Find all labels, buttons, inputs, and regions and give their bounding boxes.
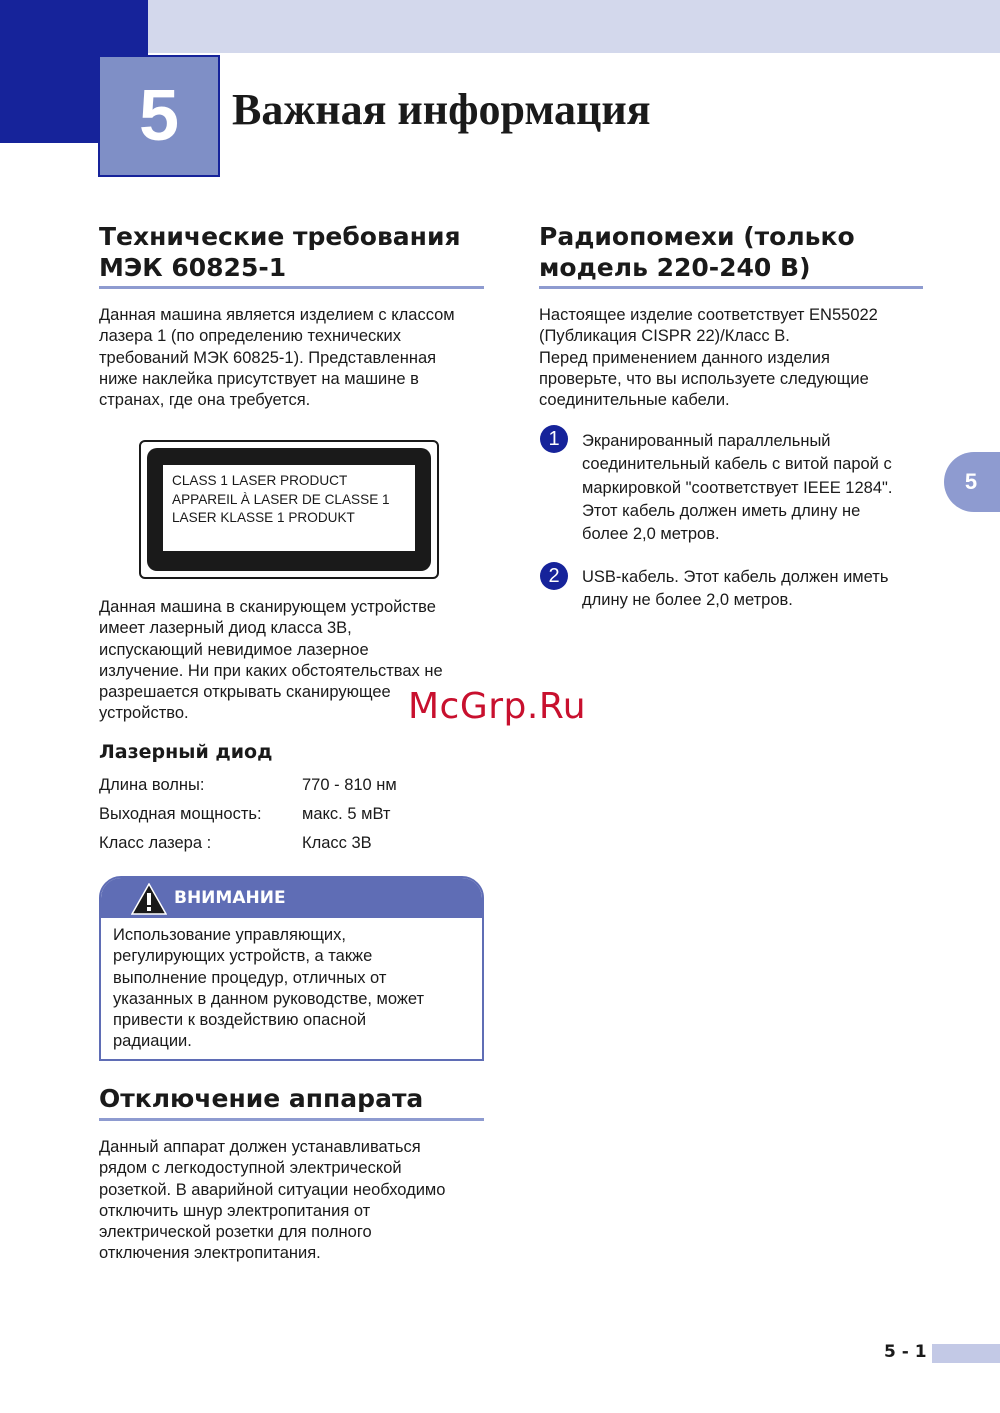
radio-paragraph: Настоящее изделие соответствует EN55022 (Публикация CISPR 22)/Класс B. Перед применением данного изделия проверьте, что вы используете следующие соединительные кабели. [539,306,878,410]
radio-heading-line2: модель 220-240 В) [539,253,811,282]
shutdown-heading-rule [99,1118,484,1121]
shutdown-paragraph: Данный аппарат должен устанавливаться рядом с легкодоступной электрической розеткой. В аварийной ситуации необходимо отключить шнур электропитания от электрической розетки для полного отключения электропитания. [99,1138,446,1263]
laser-label [163,465,415,551]
chapter-side-tab-label: 5 [964,469,978,494]
header-light-band [148,0,1000,53]
iec-heading-rule [99,286,484,289]
shutdown-heading: Отключение аппарата [99,1084,424,1113]
laser-label-line1: CLASS 1 LASER PRODUCT [172,473,348,488]
chapter-number: 5 [138,76,180,156]
chapter-side-tab[interactable] [944,452,1000,512]
iec-heading-line2: МЭК 60825-1 [99,253,287,282]
spec-row [99,834,489,858]
caution-box [99,876,484,1061]
list-item: USB-кабель. Этот кабель должен иметь длину не более 2,0 метров. [582,568,889,610]
list-item: Экранированный параллельный соединительный кабель с витой парой с маркировкой "соответствует IEEE 1284". Этот кабель должен иметь длину не более 2,0 метров. [582,432,893,544]
radio-heading [539,221,855,283]
laser-diode-heading: Лазерный диод [99,741,273,763]
chapter-title: Важная информация [232,85,651,134]
spec-value: 770 - 810 нм [302,776,397,794]
spec-label: Длина волны: [99,776,205,794]
iec-heading-line1: Технические требования [99,222,461,251]
caution-text: Использование управляющих, регулирующих устройств, а также выполнение процедур, отличных от указанных в данном руководстве, может привести к воздействию опасной радиации. [113,926,425,1051]
scanner-paragraph: Данная машина в сканирующем устройстве имеет лазерный диод класса 3B, испускающий невидимое лазерное излучение. Ни при каких обстоятельствах не разрешается открывать сканирующее устройство. [99,598,443,723]
footer-bar [932,1344,1000,1363]
chapter-number-box [98,55,220,177]
warning-triangle-icon [131,883,167,915]
watermark: McGrp.Ru [408,686,587,727]
iec-heading [99,221,461,283]
page-number: 5 - 1 [884,1342,927,1362]
caution-title: ВНИМАНИЕ [174,888,286,908]
spec-row [99,776,489,800]
iec-paragraph: Данная машина является изделием с классом лазера 1 (по определению технических требований МЭК 60825-1). Представленная ниже наклейка присутствует на машине в странах, где она требуется. [99,306,455,410]
radio-heading-line1: Радиопомехи (только [539,222,855,251]
spec-value: Класс 3B [302,834,372,852]
list-number-1: 1 [540,425,568,453]
list-number-2: 2 [540,562,568,590]
spec-label: Класс лазера : [99,834,212,852]
laser-label-line3: LASER KLASSE 1 PRODUKT [172,510,355,525]
radio-heading-rule [539,286,923,289]
spec-label: Выходная мощность: [99,805,262,823]
caution-header [101,878,482,918]
laser-label-line2: APPAREIL À LASER DE CLASSE 1 [172,491,390,507]
spec-row [99,805,489,829]
spec-value: макс. 5 мВт [302,805,391,823]
